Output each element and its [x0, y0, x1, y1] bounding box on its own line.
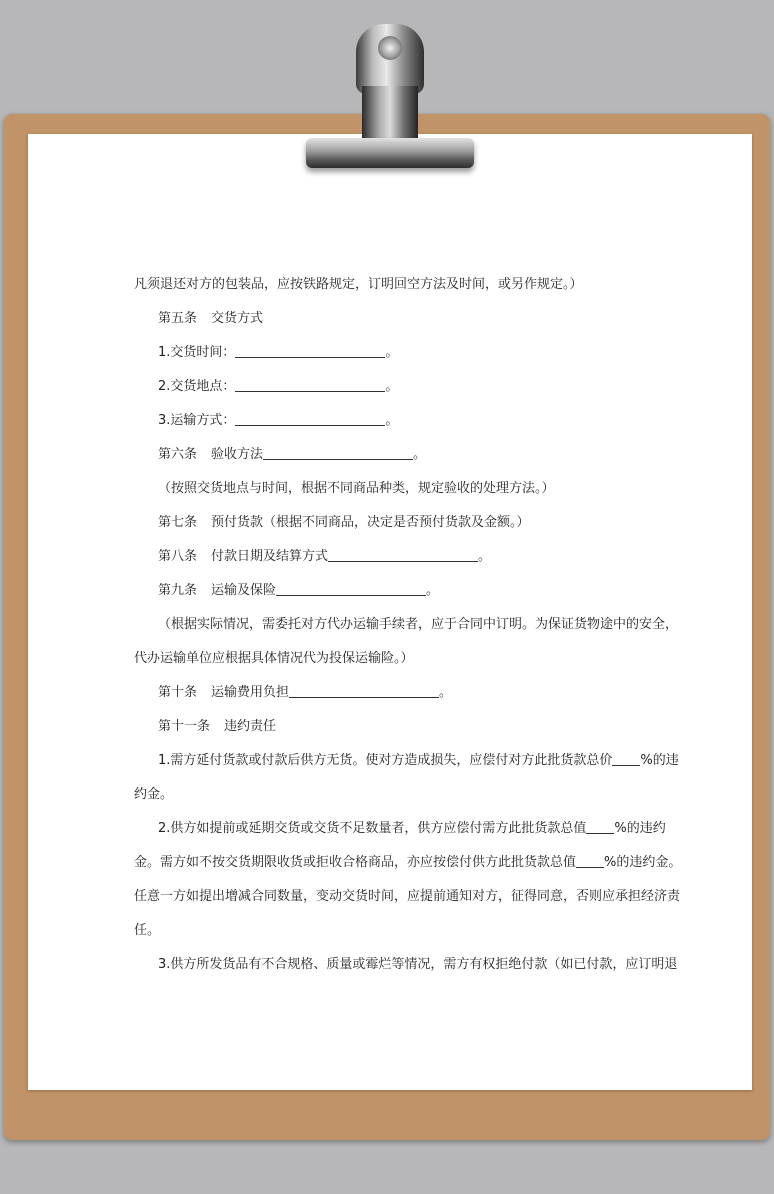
- article-8-line: 第八条 付款日期及结算方式 。: [158, 549, 492, 564]
- article-9-line: 第九条 运输及保险 。: [158, 583, 440, 598]
- article-11-heading: 第十一条 违约责任: [158, 719, 277, 734]
- fill-blank: [235, 411, 385, 426]
- article-6-line: 第六条 验收方法 。: [158, 447, 427, 462]
- text-line: （根据实际情况，需委托对方代办运输手续者，应于合同中订明。为保证货物途中的安全，: [158, 617, 679, 632]
- fill-blank: [328, 547, 478, 562]
- text-line: 任意一方如提出增减合同数量，变动交货时间，应提前通知对方，征得同意，否则应承担经济责: [134, 889, 681, 904]
- fill-blank: [263, 445, 413, 460]
- fill-blank: [576, 853, 604, 868]
- text-line: 代办运输单位应根据具体情况代为投保运输险。）: [134, 651, 414, 666]
- article-5-heading: 第五条 交货方式: [158, 311, 264, 326]
- fill-blank: [235, 343, 385, 358]
- document-body: [134, 268, 682, 982]
- transport-method-line: 3.运输方式： 。: [158, 413, 399, 428]
- text-line: 2.供方如提前或延期交货或交货不足数量者，供方应偿付需方此批货款总值 %的违约: [158, 821, 666, 836]
- binder-clip-icon: [300, 24, 480, 178]
- fill-blank: [612, 751, 640, 766]
- text-line: 凡须退还对方的包装品，应按铁路规定，订明回空方法及时间，或另作规定。）: [134, 277, 583, 292]
- fill-blank: [235, 377, 385, 392]
- fill-blank: [289, 683, 439, 698]
- fill-blank: [276, 581, 426, 596]
- text-line: 1.需方延付货款或付款后供方无货。使对方造成损失，应偿付对方此批货款总价 %的违: [158, 753, 679, 768]
- text-line: 任。: [134, 923, 161, 938]
- delivery-time-line: 1.交货时间： 。: [158, 345, 399, 360]
- text-line: 金。需方如不按交货期限收货或拒收合格商品，亦应按偿付供方此批货款总值 %的违约金。: [134, 855, 682, 870]
- text-line: 约金。: [134, 787, 174, 802]
- fill-blank: [586, 819, 614, 834]
- text-line: （按照交货地点与时间，根据不同商品种类，规定验收的处理方法。）: [158, 481, 555, 496]
- delivery-place-line: 2.交货地点： 。: [158, 379, 399, 394]
- article-7-line: 第七条 预付货款（根据不同商品，决定是否预付货款及金额。）: [158, 515, 530, 530]
- text-line: 3.供方所发货品有不合规格、质量或霉烂等情况，需方有权拒绝付款（如已付款，应订明退: [158, 957, 678, 972]
- article-10-line: 第十条 运输费用负担 。: [158, 685, 453, 700]
